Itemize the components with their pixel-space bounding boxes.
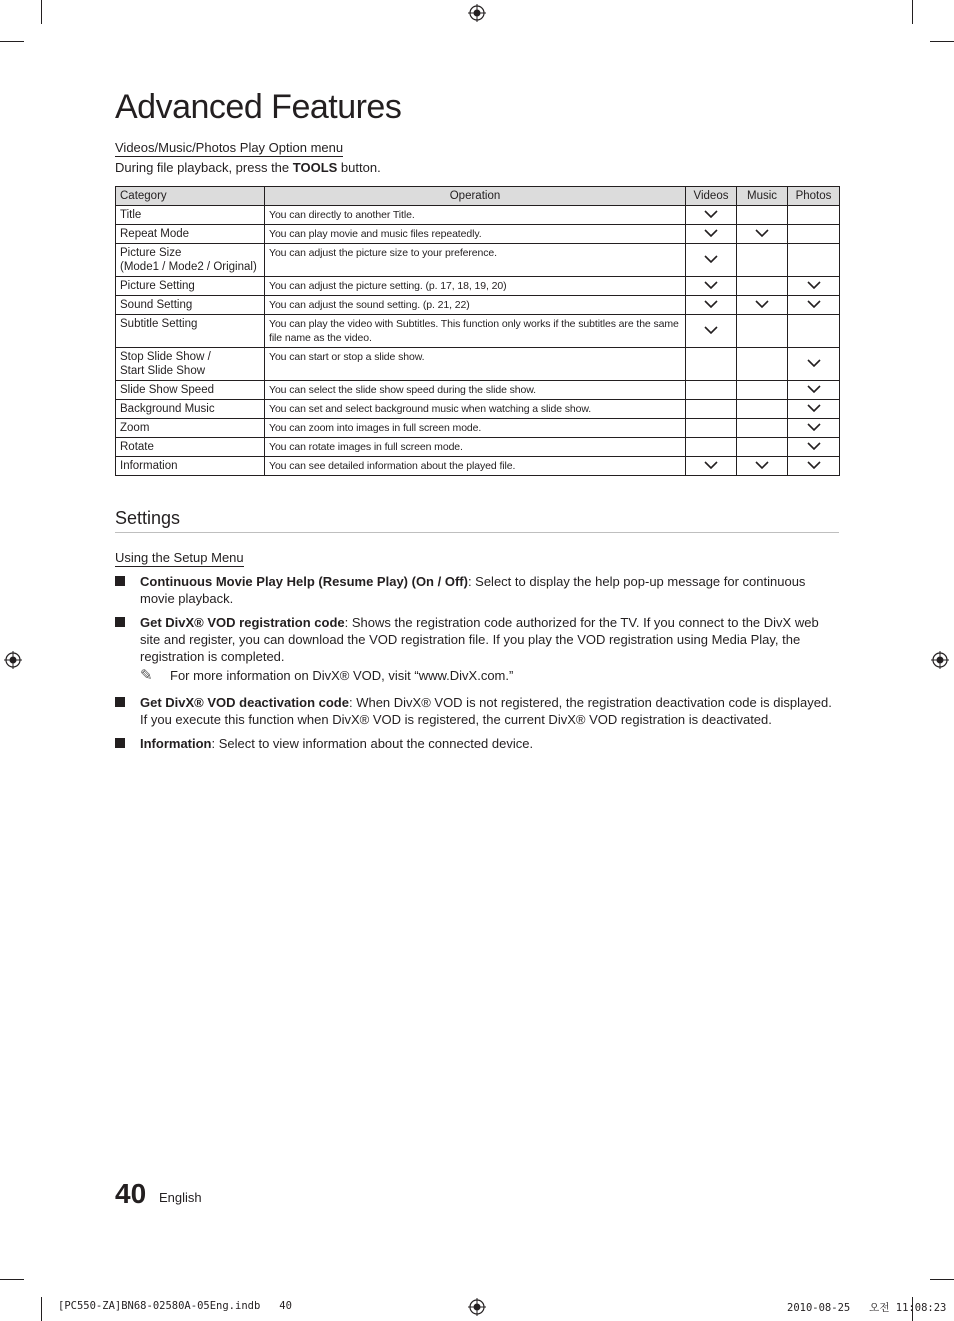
check-icon (755, 299, 769, 311)
cell-operation: You can play movie and music files repeatedly. (265, 225, 686, 244)
cell-photos (788, 381, 840, 400)
table-row (116, 277, 840, 296)
cell-category: Rotate (116, 438, 265, 457)
cell-operation: You can see detailed information about the played file. (265, 457, 686, 476)
cell-photos (788, 244, 840, 277)
registration-mark-icon (468, 4, 486, 22)
cell-music (737, 438, 788, 457)
table-body (116, 206, 840, 476)
list-item-text (140, 573, 839, 607)
table-row (116, 348, 840, 381)
page-number: 40 (115, 1178, 147, 1209)
cell-operation: You can play the video with Subtitles. This function only works if the subtitles are the same file name as the video. (265, 315, 686, 348)
column-header-videos: Videos (686, 187, 737, 206)
settings-title: Settings (115, 508, 181, 528)
section-divider (115, 532, 839, 533)
cell-category: Stop Slide Show / Start Slide Show (116, 348, 265, 381)
cell-category: Subtitle Setting (116, 315, 265, 348)
item-description: : When DivX® VOD is not registered, the registration deactivation code is displayed. If you execute this function when DivX® VOD is registered, the current DivX® VOD registration is deactivated. (140, 695, 832, 727)
table-row (116, 438, 840, 457)
item-description: : Select to display the help pop-up message for continuous movie playback. (140, 574, 806, 606)
cell-operation: You can adjust the picture setting. (p. 17, 18, 19, 20) (265, 277, 686, 296)
play-option-intro (115, 160, 381, 175)
table-row (116, 206, 840, 225)
table-row (116, 315, 840, 348)
cell-operation: You can adjust the picture size to your preference. (265, 244, 686, 277)
footer-datetime: 2010-08-25 오전 11:08:23 (787, 1302, 947, 1314)
list-item (115, 614, 839, 684)
cell-music (737, 315, 788, 348)
pencil-note-icon: ✎ (140, 667, 153, 684)
cell-videos (686, 206, 737, 225)
check-icon (704, 254, 718, 266)
check-icon (807, 280, 821, 292)
cell-photos (788, 296, 840, 315)
cell-operation: You can select the slide show speed during the slide show. (265, 381, 686, 400)
bullet-square-icon (115, 697, 125, 707)
cell-photos (788, 457, 840, 476)
setup-menu-heading: Using the Setup Menu (115, 550, 244, 565)
play-option-table (115, 186, 840, 476)
play-option-heading: Videos/Music/Photos Play Option menu (115, 140, 344, 155)
cell-category: Picture Size (Mode1 / Mode2 / Original) (116, 244, 265, 277)
cell-operation: You can directly to another Title. (265, 206, 686, 225)
cell-category: Picture Setting (116, 277, 265, 296)
crop-mark (41, 1297, 42, 1321)
cell-music (737, 419, 788, 438)
cell-videos (686, 400, 737, 419)
cell-videos (686, 296, 737, 315)
crop-mark (930, 41, 954, 42)
intro-text: button. (337, 160, 381, 175)
column-header-music: Music (737, 187, 788, 206)
table-row (116, 225, 840, 244)
list-item-text (140, 614, 839, 665)
cell-photos (788, 438, 840, 457)
item-description: : Shows the registration code authorized for the TV. If you connect to the DivX web site and register, you can download the VOD registration file. If you play the VOD registration using Media Play, the registration is completed. (140, 615, 819, 664)
list-item-text (140, 735, 839, 752)
table-header-row (116, 187, 840, 206)
column-header-photos: Photos (788, 187, 840, 206)
cell-photos (788, 419, 840, 438)
cell-category: Information (116, 457, 265, 476)
registration-mark-icon (4, 651, 22, 669)
cell-videos (686, 457, 737, 476)
cell-photos (788, 277, 840, 296)
cell-category: Title (116, 206, 265, 225)
note-text: For more information on DivX® VOD, visit “www.DivX.com.” (170, 668, 514, 683)
table-row (116, 381, 840, 400)
bullet-square-icon (115, 617, 125, 627)
cell-photos (788, 400, 840, 419)
cell-videos (686, 438, 737, 457)
check-icon (704, 325, 718, 337)
crop-mark (0, 1279, 24, 1280)
cell-photos (788, 348, 840, 381)
cell-photos (788, 225, 840, 244)
cell-photos (788, 206, 840, 225)
check-icon (704, 280, 718, 292)
item-description: : Select to view information about the connected device. (211, 736, 534, 751)
item-label: Continuous Movie Play Help (Resume Play) (On / Off) (140, 574, 468, 589)
cell-category: Slide Show Speed (116, 381, 265, 400)
check-icon (807, 422, 821, 434)
cell-videos (686, 277, 737, 296)
bullet-square-icon (115, 576, 125, 586)
list-item (115, 735, 839, 752)
cell-videos (686, 244, 737, 277)
cell-videos (686, 315, 737, 348)
note (140, 667, 839, 684)
check-icon (704, 460, 718, 472)
list-item-text (140, 694, 839, 728)
crop-mark (912, 0, 913, 24)
check-icon (704, 228, 718, 240)
column-header-category: Category (116, 187, 265, 206)
check-icon (755, 228, 769, 240)
cell-music (737, 296, 788, 315)
check-icon (807, 299, 821, 311)
cell-videos (686, 419, 737, 438)
intro-text: During file playback, press the (115, 160, 293, 175)
crop-mark (0, 41, 24, 42)
check-icon (807, 441, 821, 453)
cell-category: Zoom (116, 419, 265, 438)
cell-music (737, 457, 788, 476)
cell-music (737, 348, 788, 381)
table-row (116, 419, 840, 438)
crop-mark (930, 1279, 954, 1280)
item-label: Get DivX® VOD registration code (140, 615, 345, 630)
cell-operation: You can start or stop a slide show. (265, 348, 686, 381)
settings-list (115, 573, 839, 759)
cell-videos (686, 225, 737, 244)
page-language: English (159, 1190, 202, 1205)
cell-videos (686, 381, 737, 400)
registration-mark-icon (931, 651, 949, 669)
cell-operation: You can adjust the sound setting. (p. 21, 22) (265, 296, 686, 315)
check-icon (807, 358, 821, 370)
cell-videos (686, 348, 737, 381)
crop-mark (41, 0, 42, 24)
check-icon (704, 299, 718, 311)
column-header-operation: Operation (265, 187, 686, 206)
cell-music (737, 381, 788, 400)
tools-button-label: TOOLS (292, 160, 338, 175)
cell-music (737, 244, 788, 277)
cell-music (737, 400, 788, 419)
check-icon (755, 460, 769, 472)
table-row (116, 400, 840, 419)
cell-music (737, 206, 788, 225)
page-title: Advanced Features (115, 88, 402, 126)
cell-operation: You can set and select background music when watching a slide show. (265, 400, 686, 419)
table-row (116, 457, 840, 476)
check-icon (807, 460, 821, 472)
cell-category: Background Music (116, 400, 265, 419)
item-label: Information (140, 736, 212, 751)
cell-category: Sound Setting (116, 296, 265, 315)
registration-mark-icon (468, 1298, 486, 1316)
table-row (116, 296, 840, 315)
cell-category: Repeat Mode (116, 225, 265, 244)
list-item (115, 694, 839, 728)
cell-photos (788, 315, 840, 348)
list-item (115, 573, 839, 607)
bullet-square-icon (115, 738, 125, 748)
footer-file-info: [PC550-ZA]BN68-02580A-05Eng.indb 40 (58, 1300, 292, 1312)
table-row (116, 244, 840, 277)
cell-operation: You can zoom into images in full screen mode. (265, 419, 686, 438)
cell-music (737, 225, 788, 244)
check-icon (807, 384, 821, 396)
cell-music (737, 277, 788, 296)
item-label: Get DivX® VOD deactivation code (140, 695, 349, 710)
check-icon (807, 403, 821, 415)
check-icon (704, 209, 718, 221)
cell-operation: You can rotate images in full screen mode. (265, 438, 686, 457)
